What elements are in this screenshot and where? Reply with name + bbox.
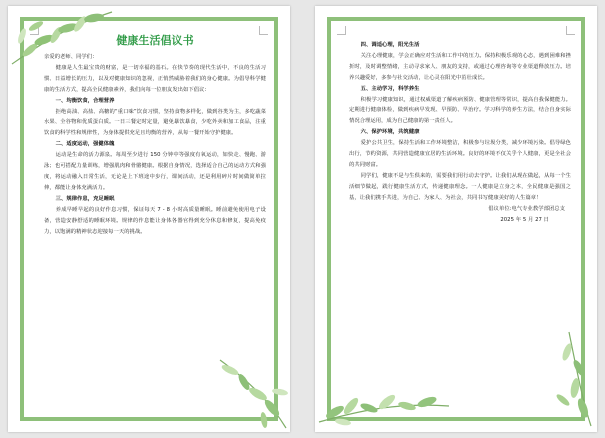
document-title: 健康生活倡议书 — [116, 34, 194, 47]
section-body: 养成早睡早起的良好作息习惯，保证每天 7 - 8 小时高质量睡眠。睡前避免使用电子设备，营造安静舒适的睡眠环境。规律的作息能让身体各器官得到充分休息和修复，提高免疫力，以饱满的精神状态迎接每一天的挑战。 — [44, 206, 266, 235]
signature: 倡议单位:电气专业教学部团总支 — [488, 205, 565, 212]
margin-mark — [566, 26, 575, 35]
section-heading: 一、均衡饮食，合理营养 — [55, 97, 115, 104]
greeting: 亲爱的老师、同学们： — [44, 54, 98, 60]
section-heading: 六、保护环境，共筑健康 — [360, 129, 420, 136]
section-body: 关注心理健康，学会正确应对生活和工作中的压力。保持积极乐观的心态，遇到困难和挫折时，及时调整情绪，主动寻求家人、朋友的支持，或通过心理咨询等专业渠道释放压力。培养兴趣爱好，多参与社交活动，让心灵在阳光中茁壮成长。 — [349, 52, 571, 81]
section-body: 积极学习健康知识，通过权威渠道了解疾病预防、健康管理等常识，提高自我保健能力。定期进行健康体检，做到疾病早发现、早预防、早治疗。学习科学的养生方法，结合自身实际情况合理运用，成为自己健康的第一责任人。 — [349, 96, 571, 125]
page-1-content — [44, 28, 266, 416]
section-body: 运动是生命的活力源泉。每周至少进行 150 分钟中等强度有氧运动，如快走、慢跑、游泳；也可搭配力量训练，增强肌肉和骨骼健康。根据自身情况，选择适合自己的运动方式和强度，将运动融入日常生活，无论是上下班途中步行，课间活动，还是利用碎片时间做简单拉伸，都能让身体充满活力。 — [44, 152, 266, 191]
document-page-1 — [8, 6, 290, 432]
section-heading: 五、主动学习，科学养生 — [360, 85, 420, 92]
section-body: 爱护公共卫生，保持生活和工作环境整洁，积极参与垃圾分类，减少环境污染。倡导绿色出行，节约资源，共同营造健康宜居的生活环境。良好的环境不仅关乎个人健康，更是全社会的共同财富。 — [349, 140, 571, 168]
section-heading: 二、适度运动，强健体魄 — [55, 141, 115, 148]
margin-mark — [30, 26, 39, 35]
page-2-content — [349, 40, 571, 416]
closing-paragraph: 同学们，健康不是与生俱来的，需要我们用行动去守护。让我们从现在做起，从每一个生活细节做起，践行健康生活方式，传递健康理念。一人健康是立身之本，全民健康是强国之基，让我们携手共进，为自己、为家人、为社会，共同书写健康美好的人生篇章！ — [349, 172, 571, 201]
section-body: 拒绝高油、高盐、高糖的“重口味”饮食习惯，坚持食物多样化，做到谷类为主，多吃蔬菜水果、全谷物和优质蛋白质。一日三餐定时定量，避免暴饮暴食，少吃外卖和加工食品，注重饮食的科学性和规律性，为身体提供充足且均衡的营养，从每一餐开始守护健康。 — [44, 108, 266, 137]
document-page-2 — [315, 6, 597, 432]
section-heading: 四、调适心理，阳光生活 — [360, 42, 420, 48]
intro-paragraph: 健康是人生最宝贵的财富，是一切幸福的基石。在快节奏的现代生活中，不良的生活习惯、日益增长的压力，以及对健康知识的忽视，正悄然威胁着我们的身心健康。为倡导科学健康的生活方式，提高全民健康素养，我们向每一位朋友发出如下倡议： — [44, 64, 266, 93]
section-heading: 三、规律作息，充足睡眠 — [55, 195, 115, 202]
date: 2025 年 5 月 27 日 — [500, 216, 549, 223]
margin-mark — [337, 26, 346, 35]
